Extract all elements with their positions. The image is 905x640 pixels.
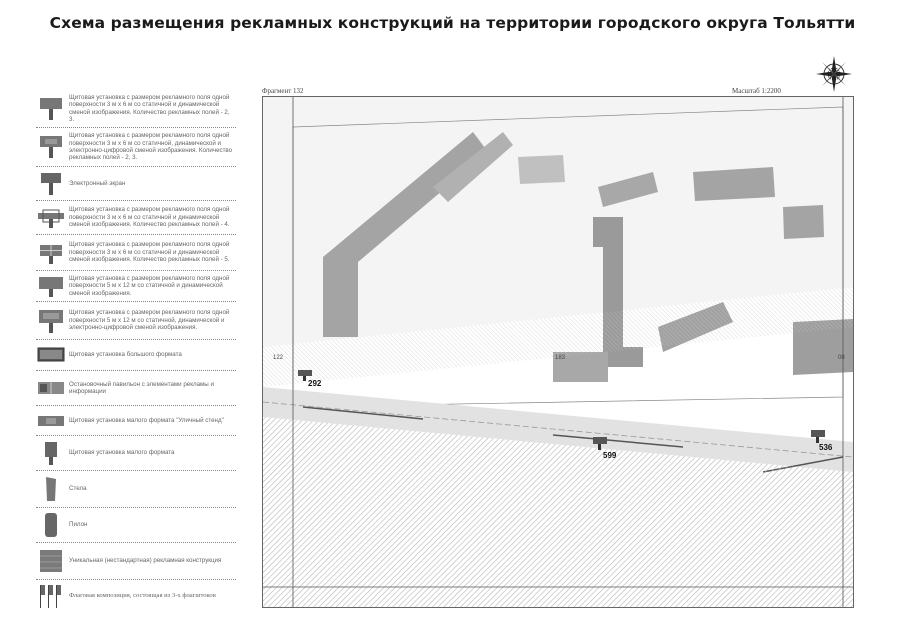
plot-number: 183 xyxy=(555,355,566,361)
legend-item xyxy=(36,471,236,508)
legend-item-text: Щитовая установка с размером рекламного поля одной поверхности 3 м х 6 м со статичной и динамической сменой изображения. Количество рекламных полей - 5. xyxy=(69,241,230,264)
legend-item xyxy=(36,543,236,580)
building xyxy=(518,155,565,184)
legend-item xyxy=(36,201,236,235)
page-title: Схема размещения рекламных конструкций на территории городского округа Тольятти xyxy=(49,14,856,32)
large-format-billboard-icon xyxy=(36,346,66,364)
legend-item-text: Стела xyxy=(69,485,87,493)
legend-item xyxy=(36,340,236,371)
legend-item xyxy=(36,371,236,406)
legend-item xyxy=(36,90,236,128)
legend-item-text: Уникальная (нестандартная) рекламная конструкция xyxy=(69,557,222,565)
sign-label-599[interactable]: 599 xyxy=(603,451,617,460)
legend-item xyxy=(36,436,236,471)
map[interactable] xyxy=(262,96,854,608)
billboard-3x6-icon xyxy=(36,96,66,122)
sign-label-536[interactable]: 536 xyxy=(819,443,833,452)
legend-item xyxy=(36,580,236,612)
legend-item-text: Щитовая установка малого формата "Уличный стенд" xyxy=(69,416,224,424)
billboard-5x12-digital-icon xyxy=(36,308,66,334)
legend-item xyxy=(36,128,236,167)
legend-item-text: Щитовая установка большого формата xyxy=(69,351,182,359)
legend-item-text: Щитовая установка с размером рекламного поля одной поверхности 3 м х 6 м со статичной и динамической сменой изображения. Количество рекламных полей - 4. xyxy=(69,206,230,229)
legend-item xyxy=(36,508,236,543)
legend-item xyxy=(36,302,236,340)
billboard-4-fields-icon xyxy=(36,207,66,229)
legend-item-text: Щитовая установка с размером рекламного поля одной поверхности 3 м х 6 м со статичной, динамической и электронно-цифровой сменой изображения. Количество рекламных полей - 2, 3. xyxy=(69,132,233,162)
legend-item-text: Пилон xyxy=(69,521,88,529)
bus-stop-pavilion-icon xyxy=(36,379,66,397)
legend-item-text: Электронный экран xyxy=(69,179,126,187)
scale-label: Масштаб 1:2200 xyxy=(732,87,781,95)
plot-number: 08 xyxy=(838,355,845,361)
building xyxy=(783,205,824,239)
stela-icon xyxy=(36,475,66,503)
flag-composition-icon xyxy=(36,583,66,609)
legend-item xyxy=(36,406,236,436)
map-canvas xyxy=(263,97,853,607)
legend-item-text: Щитовая установка с размером рекламного поля одной поверхности 5 м х 12 м со статичной, динамической и электронно-цифровой сменой изображения. xyxy=(69,309,230,332)
legend-item-text: Щитовая установка с размером рекламного поля одной поверхности 5 м х 12 м со статичной и динамической сменой изображения. xyxy=(69,274,230,297)
billboard-5x12-icon xyxy=(36,274,66,298)
sign-label-292[interactable]: 292 xyxy=(308,379,322,388)
building xyxy=(693,167,775,201)
legend-item-text: Щитовая установка малого формата xyxy=(69,449,175,457)
electronic-screen-icon xyxy=(36,171,66,197)
legend-item xyxy=(36,167,236,201)
unique-structure-icon xyxy=(36,548,66,574)
billboard-5-fields-icon xyxy=(36,241,66,265)
small-format-billboard-icon xyxy=(36,413,66,429)
legend-item-text: Щитовая установка с размером рекламного поля одной поверхности 3 м х 6 м со статичной и динамической сменой изображения. Количество рекламных полей - 2, 3. xyxy=(69,93,230,123)
legend-item-text: Остановочный павильон с элементами рекламы и информации xyxy=(69,380,214,395)
small-format-icon xyxy=(36,440,66,466)
legend-item xyxy=(36,271,236,302)
legend xyxy=(36,90,236,612)
fragment-label: Фрагмент 132 xyxy=(262,87,304,95)
billboard-3x6-digital-icon xyxy=(36,134,66,160)
legend-item-text: Флаговая композиция, состоящая из 3-х флагштоков xyxy=(69,592,216,600)
legend-item xyxy=(36,235,236,271)
plot-number: 122 xyxy=(273,355,284,361)
pylon-icon xyxy=(36,511,66,539)
compass-rose-icon xyxy=(815,55,853,93)
